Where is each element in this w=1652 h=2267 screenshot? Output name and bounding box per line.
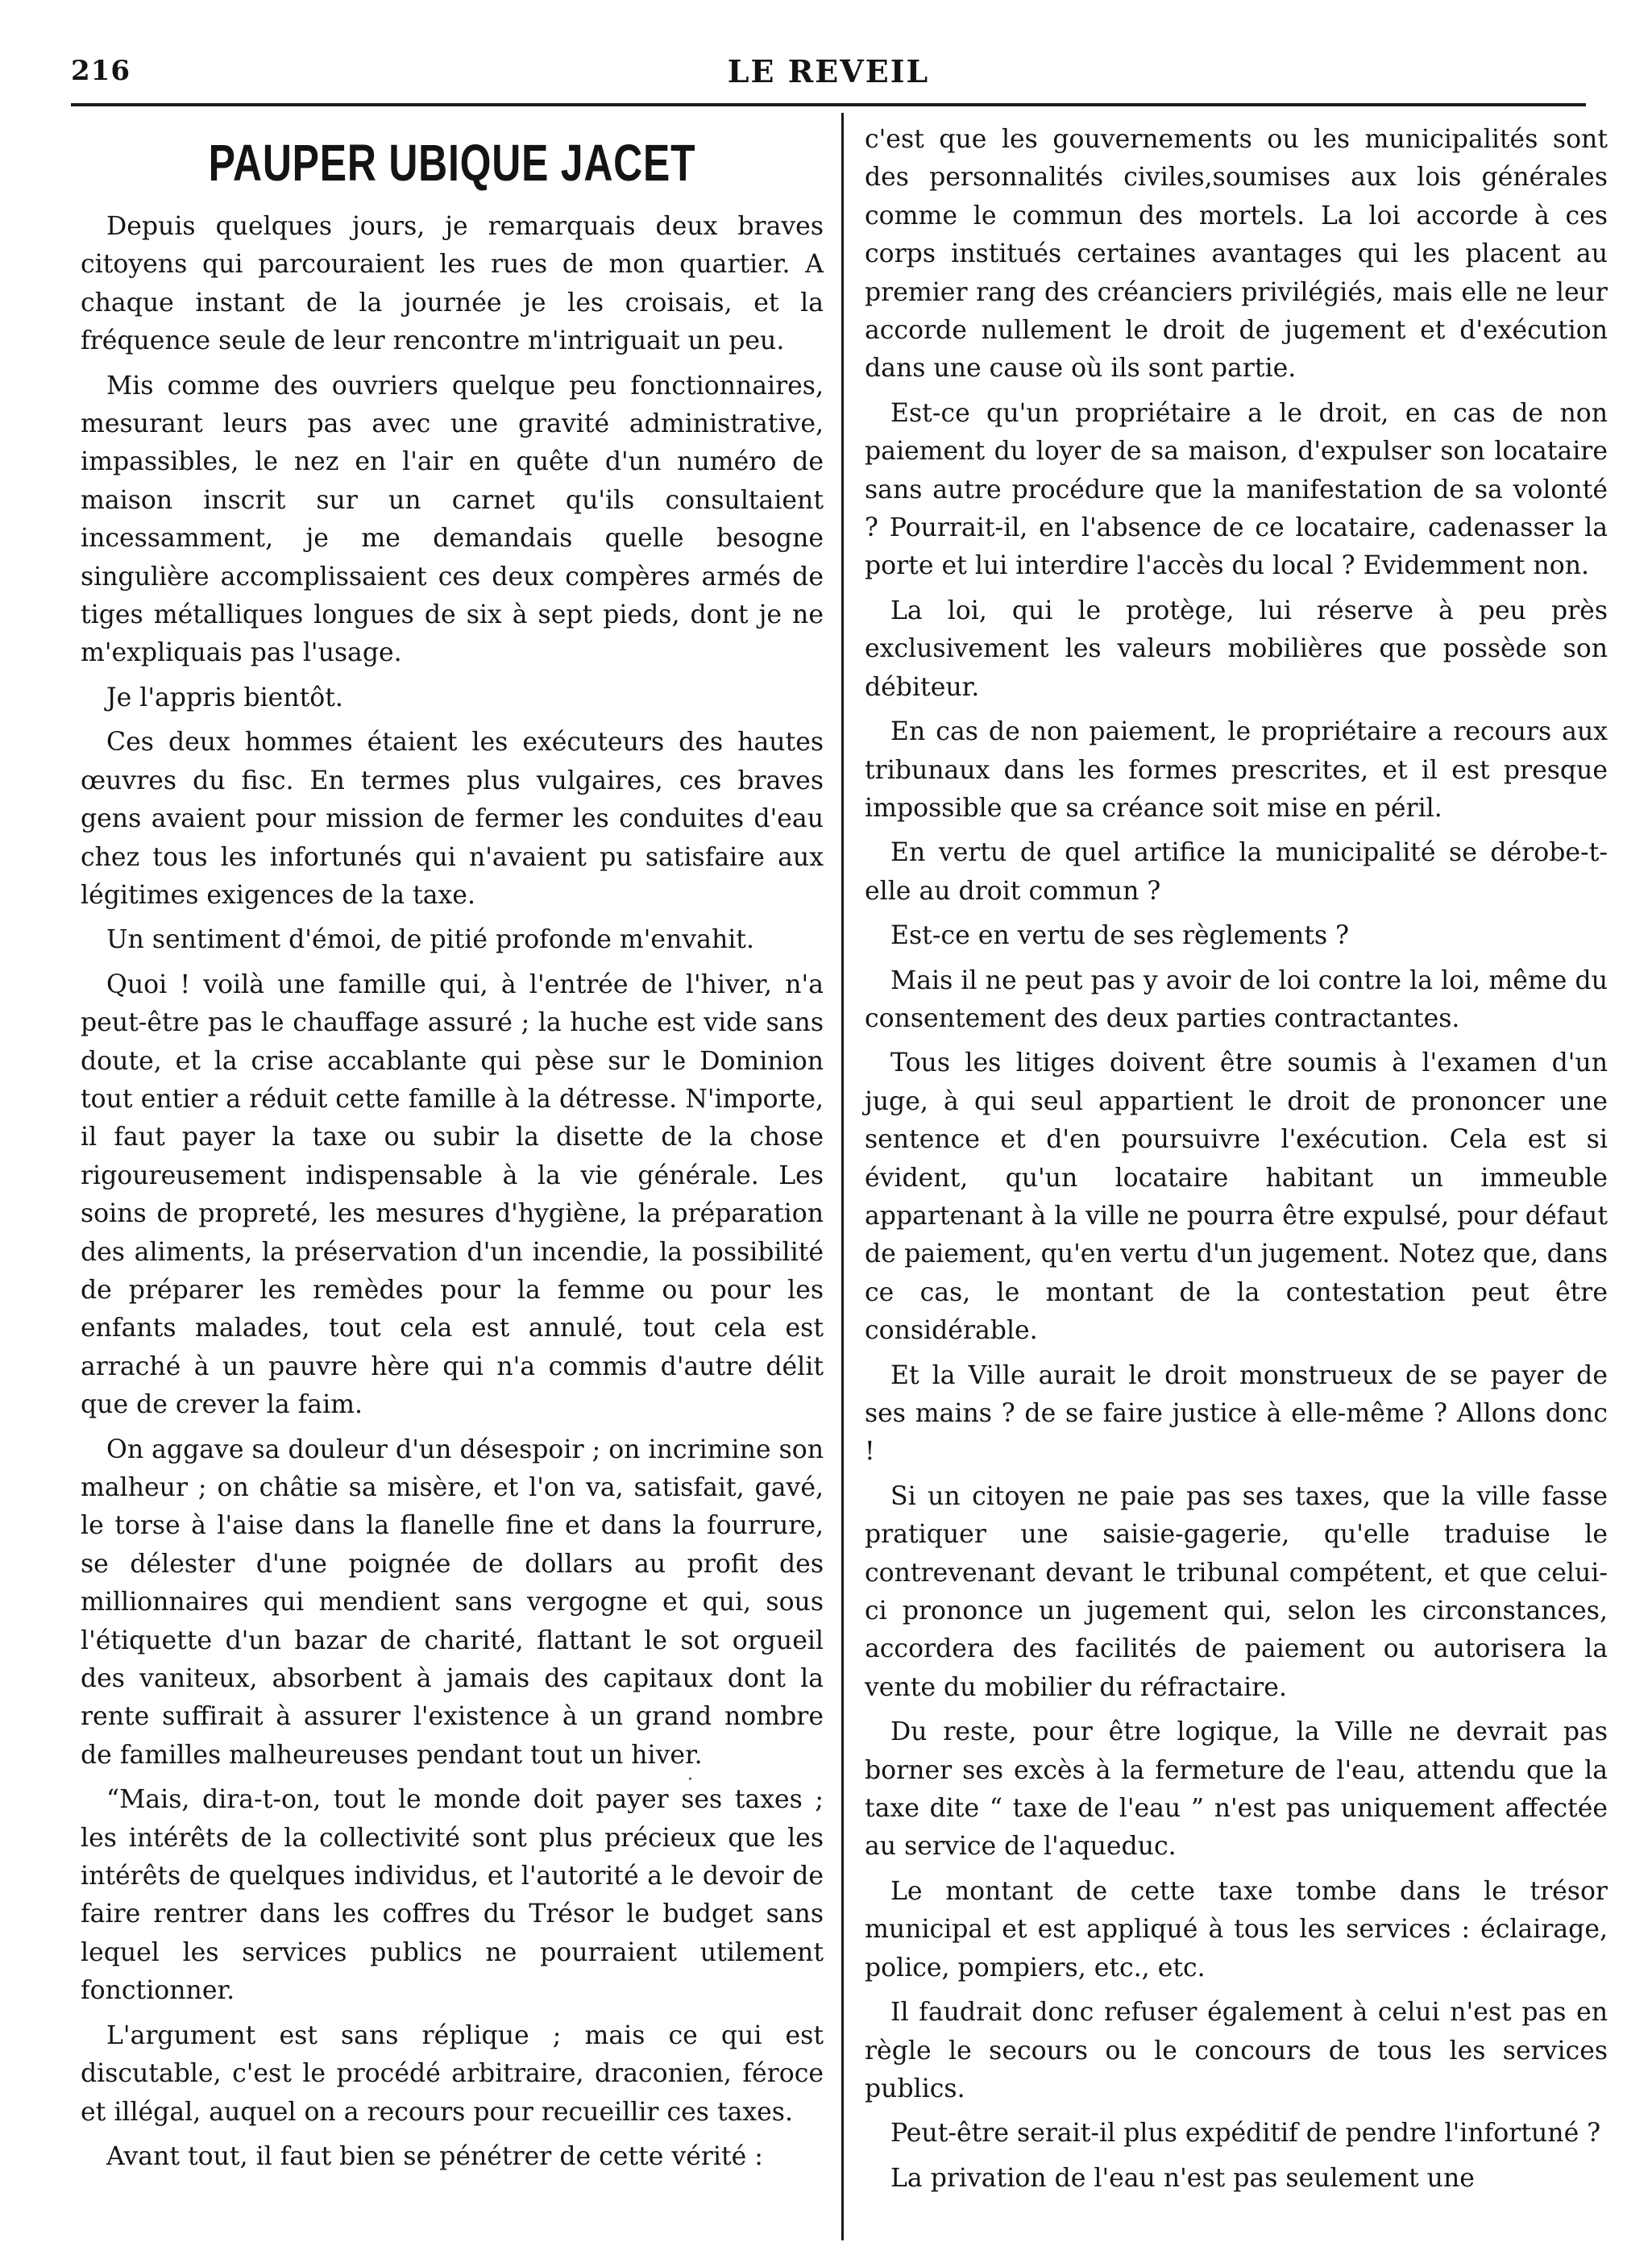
- print-mark: ·: [687, 1770, 693, 1790]
- paragraph: Avant tout, il faut bien se pénétrer de cette vérité :: [106, 2141, 763, 2171]
- continuation-paragraph: c'est que les gouvernements ou les municipalités sont des personnalités civiles,soumises aux lois générales comme le commun des mortels. La loi accorde à ces corps institués certaines avantages qui les placent au premier rang des créanciers privilégiés, mais elle ne leur accorde nullement le droit de jugement et d'exécution dans une cause où ils sont partie.: [865, 125, 1608, 384]
- page-number: 216: [71, 55, 131, 87]
- paragraph: L'argument est sans réplique ; mais ce qui est discutable, c'est le procédé arbitraire, draconien, féroce et illégal, auquel on a recours pour recueillir ces taxes.: [81, 2020, 824, 2127]
- paragraph: En cas de non paiement, le propriétaire a recours aux tribunaux dans les formes prescrites, et il est presque impossible que sa créance soit mise en péril.: [865, 717, 1608, 823]
- paragraph: Du reste, pour être logique, la Ville ne devrait pas borner ses excès à la fermeture de l'eau, attendu que la taxe dite “ taxe de l'eau ” n'est pas uniquement affectée au service de l'aqueduc.: [865, 1717, 1608, 1862]
- left-column: [81, 129, 824, 2182]
- paragraph: Et la Ville aurait le droit monstrueux de se payer de ses mains ? de se faire justice à elle-même ? Allons donc !: [865, 1360, 1608, 1467]
- paragraph: Le montant de cette taxe tombe dans le trésor municipal et est appliqué à tous les services : éclairage, police, pompiers, etc., etc.: [865, 1876, 1608, 1983]
- paragraph: Depuis quelques jours, je remarquais deux braves citoyens qui parcouraient les rues de mon quartier. A chaque instant de la journée je les croisais, et la fréquence seule de leur rencontre m'intriguait un peu.: [81, 212, 824, 356]
- paragraph: Est-ce en vertu de ses règlements ?: [890, 921, 1350, 951]
- paragraph: On aggave sa douleur d'un désespoir ; on incrimine son malheur ; on châtie sa misère, et l'on va, satisfait, gavé, le torse à l'aise dans la flanelle fine et dans la fourrure, se délester d'une poignée de dollars au profit des millionnaires qui mendient sans vergogne et qui, sous l'étiquette d'un bazar de charité, flattant le sot orgueil des vaniteux, absorbent à jamais des capitaux dont la rente suffirait à assurer l'existence à un grand nombre de familles malheureuses pendant tout un hiver.: [81, 1435, 824, 1770]
- paragraph: Je l'appris bientôt.: [106, 683, 343, 712]
- paragraph: Ces deux hommes étaient les exécuteurs des hautes œuvres du fisc. En termes plus vulgaires, ces braves gens avaient pour mission de fermer les conduites d'eau chez tous les infortunés qui n'avaient pu satisfaire aux légitimes exigences de la taxe.: [81, 728, 824, 910]
- paragraph: Si un citoyen ne paie pas ses taxes, que la ville fasse pratiquer une saisie-gagerie, qu'elle traduise le contrevenant devant le tribunal compétent, et que celui-ci prononce un jugement qui, selon les circonstances, accordera des facilités de paiement ou autorisera la vente du mobilier du réfractaire.: [865, 1481, 1608, 1702]
- header-rule: [71, 103, 1586, 106]
- right-column: [865, 121, 1608, 2204]
- paragraph: La privation de l'eau n'est pas seulement une: [890, 2163, 1475, 2193]
- paragraph: Quoi ! voilà une famille qui, à l'entrée de l'hiver, n'a peut-être pas le chauffage assuré ; la huche est vide sans doute, et la crise accablante qui pèse sur le Dominion tout entier a réduit cette famille à la détresse. N'importe, il faut payer la taxe ou subir la disette de la chose rigoureusement indispensable à la vie générale. Les soins de propreté, les mesures d'hygiène, la préparation des aliments, la préservation d'un incendie, la possibilité de préparer les remèdes pour la femme ou pour les enfants malades, tout cela est annulé, tout cela est arraché à un pauvre hère qui n'a commis d'autre délit que de crever la faim.: [81, 969, 824, 1420]
- page-header: [71, 48, 1586, 97]
- paragraph: La loi, qui le protège, lui réserve à peu près exclusivement les valeurs mobilières que possède son débiteur.: [865, 596, 1608, 702]
- paragraph: Un sentiment d'émoi, de pitié profonde m'envahit.: [106, 925, 754, 955]
- paragraph: Il faudrait donc refuser également à celui n'est pas en règle le secours ou le concours de tous les services publics.: [865, 1998, 1608, 2103]
- journal-title: LE REVEIL: [727, 53, 930, 89]
- paragraph: Peut-être serait-il plus expéditif de pendre l'infortuné ?: [890, 2119, 1601, 2149]
- paragraph: “Mais, dira-t-on, tout le monde doit payer ses taxes ; les intérêts de la collectivité sont plus précieux que les intérêts de quelques individus, et l'autorité a le devoir de faire rentrer dans les coffres du Trésor le budget sans lequel les services publics ne pourraient utilement fonctionner.: [81, 1785, 824, 2006]
- paragraph: Tous les litiges doivent être soumis à l'examen d'un juge, à qui seul appartient le droit de prononcer une sentence et d'en poursuivre l'exécution. Cela est si évident, qu'un locataire habitant un immeuble appartenant à la ville ne pourra être expulsé, pour défaut de paiement, qu'en vertu d'un jugement. Notez que, dans ce cas, le montant de la contestation peut être considérable.: [865, 1048, 1608, 1346]
- article-title: PAUPER UBIQUE JACET: [208, 134, 696, 192]
- paragraph: Mis comme des ouvriers quelque peu fonctionnaires, mesurant leurs pas avec une gravité administrative, impassibles, le nez en l'air en quête d'un numéro de maison inscrit sur un carnet qu'ils consultaient incessamment, je me demandais quelle besogne singulière accomplissaient ces deux compères armés de tiges métalliques longues de six à sept pieds, dont je ne m'expliquais pas l'usage.: [81, 371, 824, 668]
- paragraph: En vertu de quel artifice la municipalité se dérobe-t-elle au droit commun ?: [865, 838, 1608, 906]
- paragraph: Est-ce qu'un propriétaire a le droit, en cas de non paiement du loyer de sa maison, d'expulser son locataire sans autre procédure que la manifestation de sa volonté ? Pourrait-il, en l'absence de ce locataire, cadenasser la porte et lui interdire l'accès du local ? Evidemment non.: [865, 398, 1608, 581]
- paragraph: Mais il ne peut pas y avoir de loi contre la loi, même du consentement des deux parties contractantes.: [865, 965, 1608, 1033]
- column-divider: [841, 113, 844, 2240]
